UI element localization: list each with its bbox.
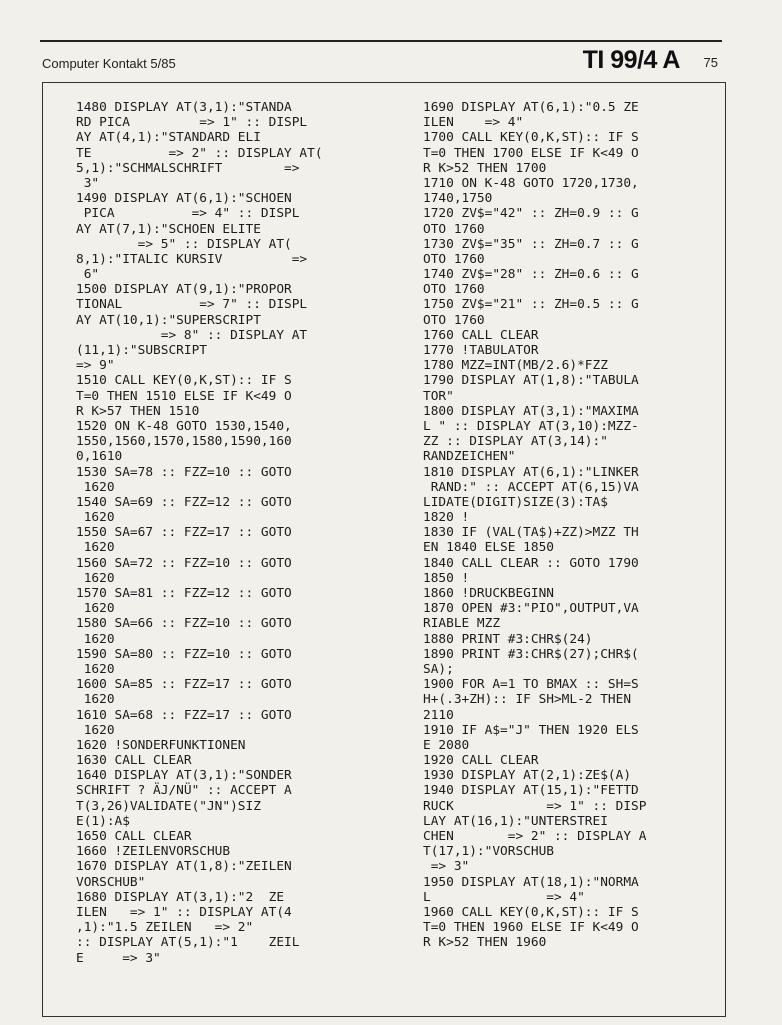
code-line: TE => 2" :: DISPLAY AT( bbox=[76, 145, 323, 161]
code-line: 1720 ZV$="42" :: ZH=0.9 :: G bbox=[423, 206, 639, 222]
code-line: 1620 bbox=[76, 722, 115, 738]
code-line: :: DISPLAY AT(5,1):"1 ZEIL bbox=[76, 935, 300, 951]
code-line: OTO 1760 bbox=[423, 282, 485, 298]
code-line: 1680 DISPLAY AT(3,1):"2 ZE bbox=[76, 889, 285, 905]
code-line: 1530 SA=78 :: FZZ=10 :: GOTO bbox=[76, 464, 292, 480]
code-line: 1870 OPEN #3:"PIO",OUTPUT,VA bbox=[423, 601, 639, 617]
code-line: R K>52 THEN 1700 bbox=[423, 160, 547, 176]
code-line: H+(.3+ZH):: IF SH>ML-2 THEN bbox=[423, 692, 632, 708]
code-line: 1770 !TABULATOR bbox=[423, 343, 539, 358]
code-line: 1920 CALL CLEAR bbox=[423, 753, 539, 769]
code-line: 1580 SA=66 :: FZZ=10 :: GOTO bbox=[76, 616, 292, 632]
code-line: 1640 DISPLAY AT(3,1):"SONDER bbox=[76, 768, 292, 784]
code-line: E => 3" bbox=[76, 950, 161, 966]
code-line: 1850 ! bbox=[423, 570, 470, 586]
code-line: 1620 bbox=[76, 570, 115, 586]
code-line: AY AT(4,1):"STANDARD ELI bbox=[76, 130, 261, 146]
code-line: 1700 CALL KEY(0,K,ST):: IF S bbox=[423, 130, 639, 146]
code-line: ILEN => 4" bbox=[423, 115, 524, 131]
code-line: OTO 1760 bbox=[423, 221, 485, 237]
code-line: CHEN => 2" :: DISPLAY A bbox=[423, 829, 647, 844]
code-line: 1820 ! bbox=[423, 510, 470, 526]
code-line: L => 4" bbox=[423, 889, 585, 905]
code-line: 0,1610 bbox=[76, 449, 123, 465]
code-line: 1620 bbox=[76, 692, 115, 708]
code-line: 1540 SA=69 :: FZZ=12 :: GOTO bbox=[76, 494, 292, 510]
code-line: 1760 CALL CLEAR bbox=[423, 327, 539, 343]
code-line: => 5" :: DISPLAY AT( bbox=[76, 236, 292, 252]
code-line: VORSCHUB" bbox=[76, 874, 146, 890]
code-line: 1860 !DRUCKBEGINN bbox=[423, 586, 554, 601]
code-line: T=0 THEN 1700 ELSE IF K<49 O bbox=[423, 145, 639, 161]
code-line: L " :: DISPLAY AT(3,10):MZZ- bbox=[423, 418, 639, 434]
code-line: 1660 !ZEILENVORSCHUB bbox=[76, 844, 231, 860]
code-line: (11,1):"SUBSCRIPT bbox=[76, 343, 207, 358]
header-rule bbox=[40, 40, 722, 42]
code-line: 1500 DISPLAY AT(9,1):"PROPOR bbox=[76, 282, 292, 298]
code-line: 1840 CALL CLEAR :: GOTO 1790 bbox=[423, 555, 639, 571]
code-line: 1740 ZV$="28" :: ZH=0.6 :: G bbox=[423, 267, 639, 283]
code-line: R K>57 THEN 1510 bbox=[76, 403, 200, 419]
code-line: => 9" bbox=[76, 358, 115, 374]
code-line: TIONAL => 7" :: DISPL bbox=[76, 297, 308, 313]
code-line: 2110 bbox=[423, 707, 454, 723]
listing-column-right bbox=[423, 100, 723, 951]
code-line: OTO 1760 bbox=[423, 251, 485, 267]
code-line: 1960 CALL KEY(0,K,ST):: IF S bbox=[423, 904, 639, 920]
code-line: T=0 THEN 1960 ELSE IF K<49 O bbox=[423, 920, 639, 936]
code-line: 1880 PRINT #3:CHR$(24) bbox=[423, 631, 593, 647]
code-line: 1550 SA=67 :: FZZ=17 :: GOTO bbox=[76, 525, 292, 541]
page-number: 75 bbox=[703, 55, 718, 70]
code-line: 1690 DISPLAY AT(6,1):"0.5 ZE bbox=[423, 100, 639, 115]
code-line: T(17,1):"VORSCHUB bbox=[423, 844, 554, 860]
code-line: 1890 PRINT #3:CHR$(27);CHR$( bbox=[423, 646, 639, 662]
code-line: 1620 bbox=[76, 540, 115, 556]
code-line: 1900 FOR A=1 TO BMAX :: SH=S bbox=[423, 677, 639, 693]
code-line: E(1):A$ bbox=[76, 813, 130, 829]
system-title: TI 99/4 A bbox=[582, 46, 680, 74]
code-line: RD PICA => 1" :: DISPL bbox=[76, 115, 308, 131]
code-line: RUCK => 1" :: DISP bbox=[423, 798, 647, 814]
code-line: T(3,26)VALIDATE("JN")SIZ bbox=[76, 798, 261, 814]
code-line: 1620 bbox=[76, 661, 115, 677]
code-line: SCHRIFT ? ÄJ/NÜ" :: ACCEPT A bbox=[76, 783, 292, 799]
code-line: 1810 DISPLAY AT(6,1):"LINKER bbox=[423, 464, 639, 480]
code-line: ,1):"1.5 ZEILEN => 2" bbox=[76, 920, 254, 936]
code-line: 1910 IF A$="J" THEN 1920 ELS bbox=[423, 722, 639, 738]
code-line: LAY AT(16,1):"UNTERSTREI bbox=[423, 813, 608, 829]
code-line: 1520 ON K-48 GOTO 1530,1540, bbox=[76, 418, 292, 434]
code-line: 1710 ON K-48 GOTO 1720,1730, bbox=[423, 175, 639, 191]
code-line: 1750 ZV$="21" :: ZH=0.5 :: G bbox=[423, 297, 639, 313]
code-line: 1590 SA=80 :: FZZ=10 :: GOTO bbox=[76, 646, 292, 662]
code-line: 1670 DISPLAY AT(1,8):"ZEILEN bbox=[76, 859, 292, 875]
code-line: 1740,1750 bbox=[423, 191, 493, 207]
code-line: 5,1):"SCHMALSCHRIFT => bbox=[76, 160, 300, 176]
code-line: 1610 SA=68 :: FZZ=17 :: GOTO bbox=[76, 707, 292, 723]
code-line: PICA => 4" :: DISPL bbox=[76, 206, 300, 222]
code-line: 1620 bbox=[76, 601, 115, 617]
code-line: 1480 DISPLAY AT(3,1):"STANDA bbox=[76, 100, 292, 115]
code-line: => 3" bbox=[423, 859, 470, 875]
code-line: 6" bbox=[76, 267, 100, 283]
code-line: RAND:" :: ACCEPT AT(6,15)VA bbox=[423, 479, 639, 495]
page-header bbox=[40, 44, 722, 74]
code-line: E 2080 bbox=[423, 737, 470, 753]
listing-column-left bbox=[76, 100, 376, 966]
code-line: TOR" bbox=[423, 388, 454, 404]
code-line: LIDATE(DIGIT)SIZE(3):TA$ bbox=[423, 494, 608, 510]
code-line: 1790 DISPLAY AT(1,8):"TABULA bbox=[423, 373, 639, 389]
code-line: 8,1):"ITALIC KURSIV => bbox=[76, 251, 308, 267]
code-line: RANDZEICHEN" bbox=[423, 449, 516, 465]
magazine-title: Computer Kontakt 5/85 bbox=[42, 56, 176, 71]
code-line: OTO 1760 bbox=[423, 312, 485, 328]
code-line: 1620 bbox=[76, 631, 115, 647]
code-line: 1620 bbox=[76, 510, 115, 526]
code-line: 1780 MZZ=INT(MB/2.6)*FZZ bbox=[423, 358, 608, 374]
code-line: 1550,1560,1570,1580,1590,160 bbox=[76, 434, 292, 450]
code-line: ILEN => 1" :: DISPLAY AT(4 bbox=[76, 904, 292, 920]
code-line: RIABLE MZZ bbox=[423, 616, 501, 632]
code-line: AY AT(7,1):"SCHOEN ELITE bbox=[76, 221, 261, 237]
code-line: 1630 CALL CLEAR bbox=[76, 753, 192, 769]
code-line: 1560 SA=72 :: FZZ=10 :: GOTO bbox=[76, 555, 292, 571]
code-line: 1930 DISPLAY AT(2,1):ZE$(A) bbox=[423, 768, 632, 784]
code-line: 1830 IF (VAL(TA$)+ZZ)>MZZ TH bbox=[423, 525, 639, 541]
code-line: 1490 DISPLAY AT(6,1):"SCHOEN bbox=[76, 191, 292, 207]
code-line: 1570 SA=81 :: FZZ=12 :: GOTO bbox=[76, 586, 292, 601]
code-line: 1650 CALL CLEAR bbox=[76, 829, 192, 844]
code-line: 1940 DISPLAY AT(15,1):"FETTD bbox=[423, 783, 639, 799]
code-line: 1730 ZV$="35" :: ZH=0.7 :: G bbox=[423, 236, 639, 252]
code-line: 3" bbox=[76, 175, 100, 191]
code-line: SA); bbox=[423, 661, 454, 677]
code-line: 1510 CALL KEY(0,K,ST):: IF S bbox=[76, 373, 292, 389]
code-line: EN 1840 ELSE 1850 bbox=[423, 540, 554, 556]
code-line: 1620 !SONDERFUNKTIONEN bbox=[76, 737, 246, 753]
code-line: AY AT(10,1):"SUPERSCRIPT bbox=[76, 312, 261, 328]
code-line: => 8" :: DISPLAY AT bbox=[76, 327, 308, 343]
code-line: R K>52 THEN 1960 bbox=[423, 935, 547, 951]
code-line: T=0 THEN 1510 ELSE IF K<49 O bbox=[76, 388, 292, 404]
code-line: 1800 DISPLAY AT(3,1):"MAXIMA bbox=[423, 403, 639, 419]
code-line: 1620 bbox=[76, 479, 115, 495]
code-line: ZZ :: DISPLAY AT(3,14):" bbox=[423, 434, 608, 450]
code-line: 1600 SA=85 :: FZZ=17 :: GOTO bbox=[76, 677, 292, 693]
code-line: 1950 DISPLAY AT(18,1):"NORMA bbox=[423, 874, 639, 890]
